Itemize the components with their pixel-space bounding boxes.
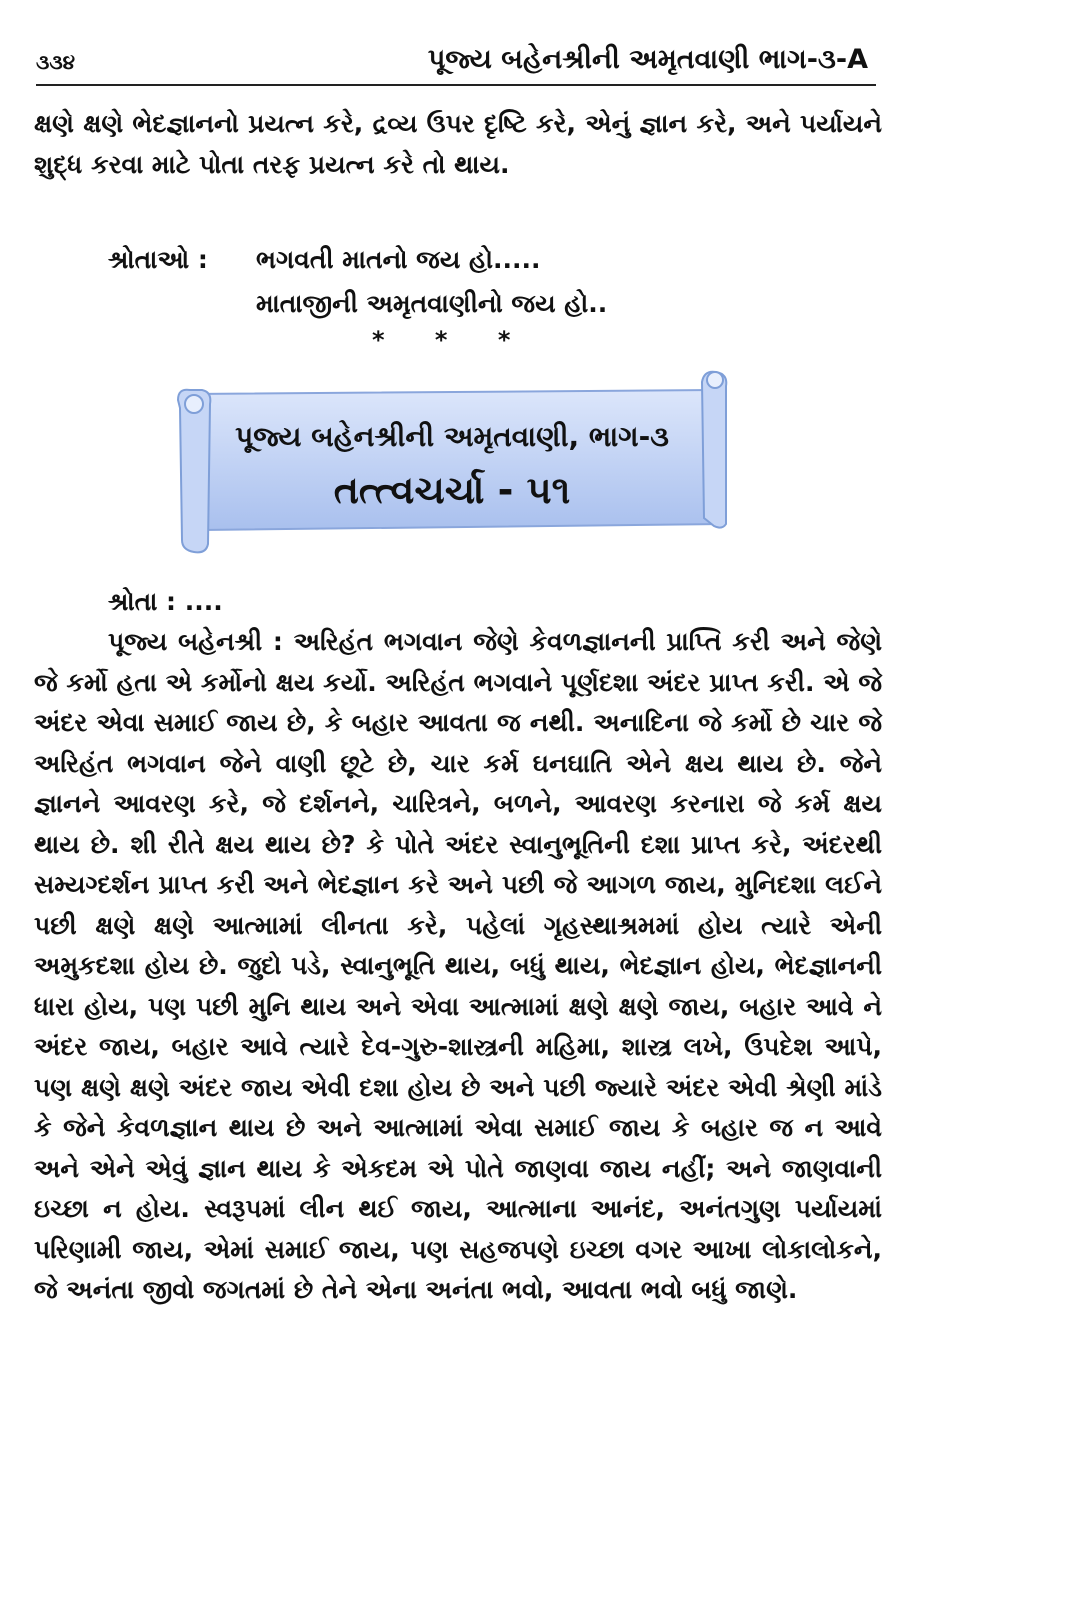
running-title: પૂજ્ય બહેનશ્રીની અમૃતવાણી ભાગ-૩-A	[427, 44, 868, 75]
page-header	[36, 40, 876, 86]
chant-line-1: ભગવતી માતનો જય હો.....	[256, 245, 541, 274]
chapter-banner	[174, 368, 730, 554]
main-paragraph	[34, 622, 882, 1311]
main-text: અરિહંત ભગવાન જેણે કેવળજ્ઞાનની પ્રાપ્તિ કરી અને જેણે જે કર્મો હતા એ કર્મોનો ક્ષય કર્યો. અરિહંત ભગવાને પૂર્ણદશા અંદર પ્રાપ્ત કરી. એ જે અંદર એવા સમાઈ જાય છે, કે બહાર આવતા જ નથી. અનાદિના જે કર્મો છે ચાર જે અરિહંત ભગવાન જેને વાણી છૂટે છે, ચાર કર્મ ઘનઘાતિ એને ક્ષય થાય છે. જેને જ્ઞાનને આવરણ કરે, જે દર્શનને, ચારિત્રને, બળને, આવરણ કરનારા જે કર્મ ક્ષય થાય છે. શી રીતે ક્ષય થાય છે? કે પોતે અંદર સ્વાનુભૂતિની દશા પ્રાપ્ત કરે, અંદરથી સમ્યગ્દર્શન પ્રાપ્ત કરી અને ભેદજ્ઞાન કરે અને પછી જે આગળ જાય, મુનિદશા લઈને પછી ક્ષણે ક્ષણે આત્મામાં લીનતા કરે, પહેલાં ગૃહસ્થાશ્રમમાં હોય ત્યારે એની અમુકદશા હોય છે. જુદો પડે, સ્વાનુભૂતિ થાય, બધું થાય, ભેદજ્ઞાન હોય, ભેદજ્ઞાનની ધારા હોય, પણ પછી મુનિ થાય અને એવા આત્મામાં ક્ષણે ક્ષણે જાય, બહાર આવે ને અંદર જાય, બહાર આવે ત્યારે દેવ-ગુરુ-શાસ્ત્રની મહિમા, શાસ્ત્ર લખે, ઉપદેશ આપે, પણ ક્ષણે ક્ષણે અંદર જાય એવી દશા હોય છે અને પછી જ્યારે અંદર એવી શ્રેણી માંડે કે જેને કેવળજ્ઞાન થાય છે અને આત્મામાં એવા સમાઈ જાય કે બહાર જ ન આવે અને એને એવું જ્ઞાન થાય કે એકદમ એ પોતે જાણવા જાય નહીં; અને જાણવાની ઇચ્છા ન હોય. સ્વરૂપમાં લીન થઈ જાય, આત્માના આનંદ, અનંતગુણ પર્યાયમાં પરિણામી જાય, એમાં સમાઈ જાય, પણ સહજપણે ઇચ્છા વગર આખા લોકાલોકને, જે અનંતા જીવો જગતમાં છે તેને એના અનંતા ભવો, આવતા ભવો બધું જાણે.	[34, 627, 882, 1304]
intro-paragraph: ક્ષણે ક્ષણે ભેદજ્ઞાનનો પ્રયત્ન કરે, દ્રવ્ય ઉપર દૃષ્ટિ કરે, એનું જ્ઞાન કરે, અને પર્યાયને શુદ્ધ કરવા માટે પોતા તરફ પ્રયત્ન કરે તો થાય.	[34, 109, 882, 179]
chant-line-2: માતાજીની અમૃતવાણીનો જય હો..	[256, 289, 608, 318]
banner-subtitle: પૂજ્ય બહેનશ્રીની અમૃતવાણી, ભાગ-૩	[235, 420, 669, 453]
main-speaker: પૂજ્ય બહેનશ્રી :	[108, 627, 283, 656]
chant-speaker: શ્રોતાઓ :	[108, 245, 208, 274]
listener-line: શ્રોતા : ....	[108, 587, 223, 616]
section-separator: * * *	[372, 326, 511, 354]
page-number: ૩૩૪	[36, 50, 76, 74]
scroll-banner-icon	[174, 368, 730, 554]
banner-title: તત્ત્વચર્ચા - ૫૧	[333, 468, 571, 512]
